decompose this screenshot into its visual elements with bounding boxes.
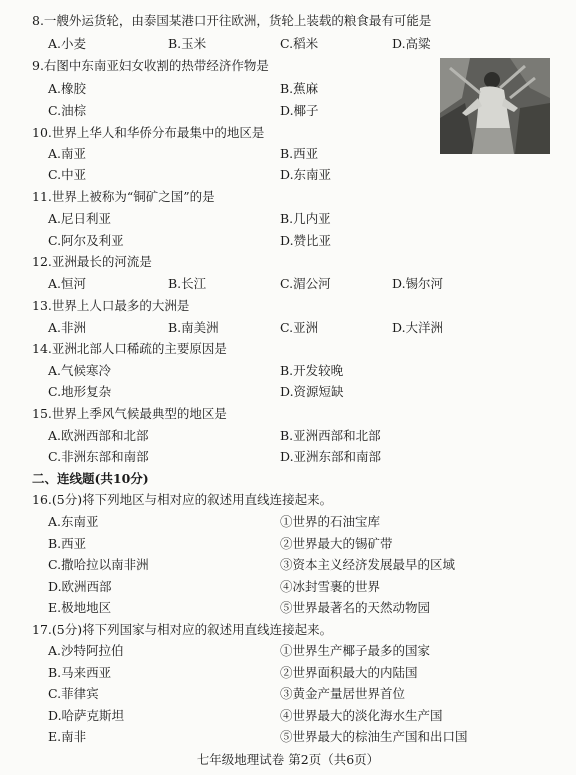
question-16-stem: 16.(5分)将下列地区与相对应的叙述用直线连接起来。 [32, 492, 333, 507]
q8-option-a: A.小麦 [48, 36, 87, 51]
q14-option-c: C.地形复杂 [48, 384, 112, 399]
q12-option-b: B.长江 [168, 276, 207, 291]
q17-left-a: A.沙特阿拉伯 [48, 643, 124, 658]
q17-right-3: ③黄金产量居世界首位 [280, 686, 406, 701]
section-2-title: 二、连线题(共10分) [32, 471, 149, 486]
q16-left-c: C.撒哈拉以南非洲 [48, 557, 149, 572]
q15-option-d: D.亚洲东部和南部 [280, 449, 382, 464]
q16-left-e: E.极地地区 [48, 600, 112, 615]
q17-right-2: ②世界面积最大的内陆国 [280, 665, 418, 680]
q10-option-b: B.西亚 [280, 146, 319, 161]
question-10-stem: 10.世界上华人和华侨分布最集中的地区是 [32, 125, 265, 140]
q8-option-d: D.高粱 [392, 36, 431, 51]
q17-right-5: ⑤世界最大的棕油生产国和出口国 [280, 729, 468, 744]
q11-option-a: A.尼日利亚 [48, 211, 112, 226]
q15-option-a: A.欧洲西部和北部 [48, 428, 149, 443]
question-11-stem: 11.世界上被称为“铜矿之国”的是 [32, 189, 215, 204]
q15-option-b: B.亚洲西部和北部 [280, 428, 381, 443]
question-8-stem: 8.一艘外运货轮，由泰国某港口开往欧洲，货轮上装载的粮食最有可能是 [32, 13, 432, 28]
q8-option-b: B.玉米 [168, 36, 207, 51]
q17-right-1: ①世界生产椰子最多的国家 [280, 643, 431, 658]
q14-option-b: B.开发较晚 [280, 363, 344, 378]
q9-option-b: B.蕉麻 [280, 81, 319, 96]
q13-option-b: B.南美洲 [168, 320, 219, 335]
q13-option-d: D.大洋洲 [392, 320, 444, 335]
q14-option-a: A.气候寒冷 [48, 363, 112, 378]
q16-right-4: ④冰封雪裹的世界 [280, 579, 381, 594]
q15-option-c: C.非洲东部和南部 [48, 449, 149, 464]
question-17-stem: 17.(5分)将下列国家与相对应的叙述用直线连接起来。 [32, 622, 333, 637]
question-15-stem: 15.世界上季风气候最典型的地区是 [32, 406, 227, 421]
q11-option-c: C.阿尔及利亚 [48, 233, 124, 248]
q16-left-d: D.欧洲西部 [48, 579, 112, 594]
q11-option-d: D.赞比亚 [280, 233, 332, 248]
q9-option-c: C.油棕 [48, 103, 87, 118]
q17-left-e: E.南非 [48, 729, 87, 744]
q9-option-a: A.橡胶 [48, 81, 87, 96]
q10-option-a: A.南亚 [48, 146, 87, 161]
harvest-photo [440, 58, 550, 154]
question-12-stem: 12.亚洲最长的河流是 [32, 254, 152, 269]
q16-left-a: A.东南亚 [48, 514, 99, 529]
q17-left-c: C.菲律宾 [48, 686, 99, 701]
q16-right-5: ⑤世界最著名的天然动物园 [280, 600, 431, 615]
q10-option-c: C.中亚 [48, 167, 87, 182]
q16-right-3: ③资本主义经济发展最早的区域 [280, 557, 456, 572]
q12-option-d: D.锡尔河 [392, 276, 444, 291]
question-13-stem: 13.世界上人口最多的大洲是 [32, 298, 190, 313]
q17-left-d: D.哈萨克斯坦 [48, 708, 125, 723]
q16-left-b: B.西亚 [48, 536, 87, 551]
q12-option-c: C.湄公河 [280, 276, 331, 291]
q10-option-d: D.东南亚 [280, 167, 332, 182]
q12-option-a: A.恒河 [48, 276, 87, 291]
q16-right-1: ①世界的石油宝库 [280, 514, 381, 529]
q9-option-d: D.椰子 [280, 103, 319, 118]
q14-option-d: D.资源短缺 [280, 384, 344, 399]
q17-right-4: ④世界最大的淡化海水生产国 [280, 708, 443, 723]
q17-left-b: B.马来西亚 [48, 665, 112, 680]
q11-option-b: B.几内亚 [280, 211, 331, 226]
q13-option-a: A.非洲 [48, 320, 87, 335]
question-14-stem: 14.亚洲北部人口稀疏的主要原因是 [32, 341, 227, 356]
question-9-stem: 9.右图中东南亚妇女收割的热带经济作物是 [32, 58, 269, 73]
q8-option-c: C.稻米 [280, 36, 319, 51]
q16-right-2: ②世界最大的锡矿带 [280, 536, 393, 551]
q13-option-c: C.亚洲 [280, 320, 319, 335]
page-footer: 七年级地理试卷 第2页（共6页） [196, 752, 380, 767]
